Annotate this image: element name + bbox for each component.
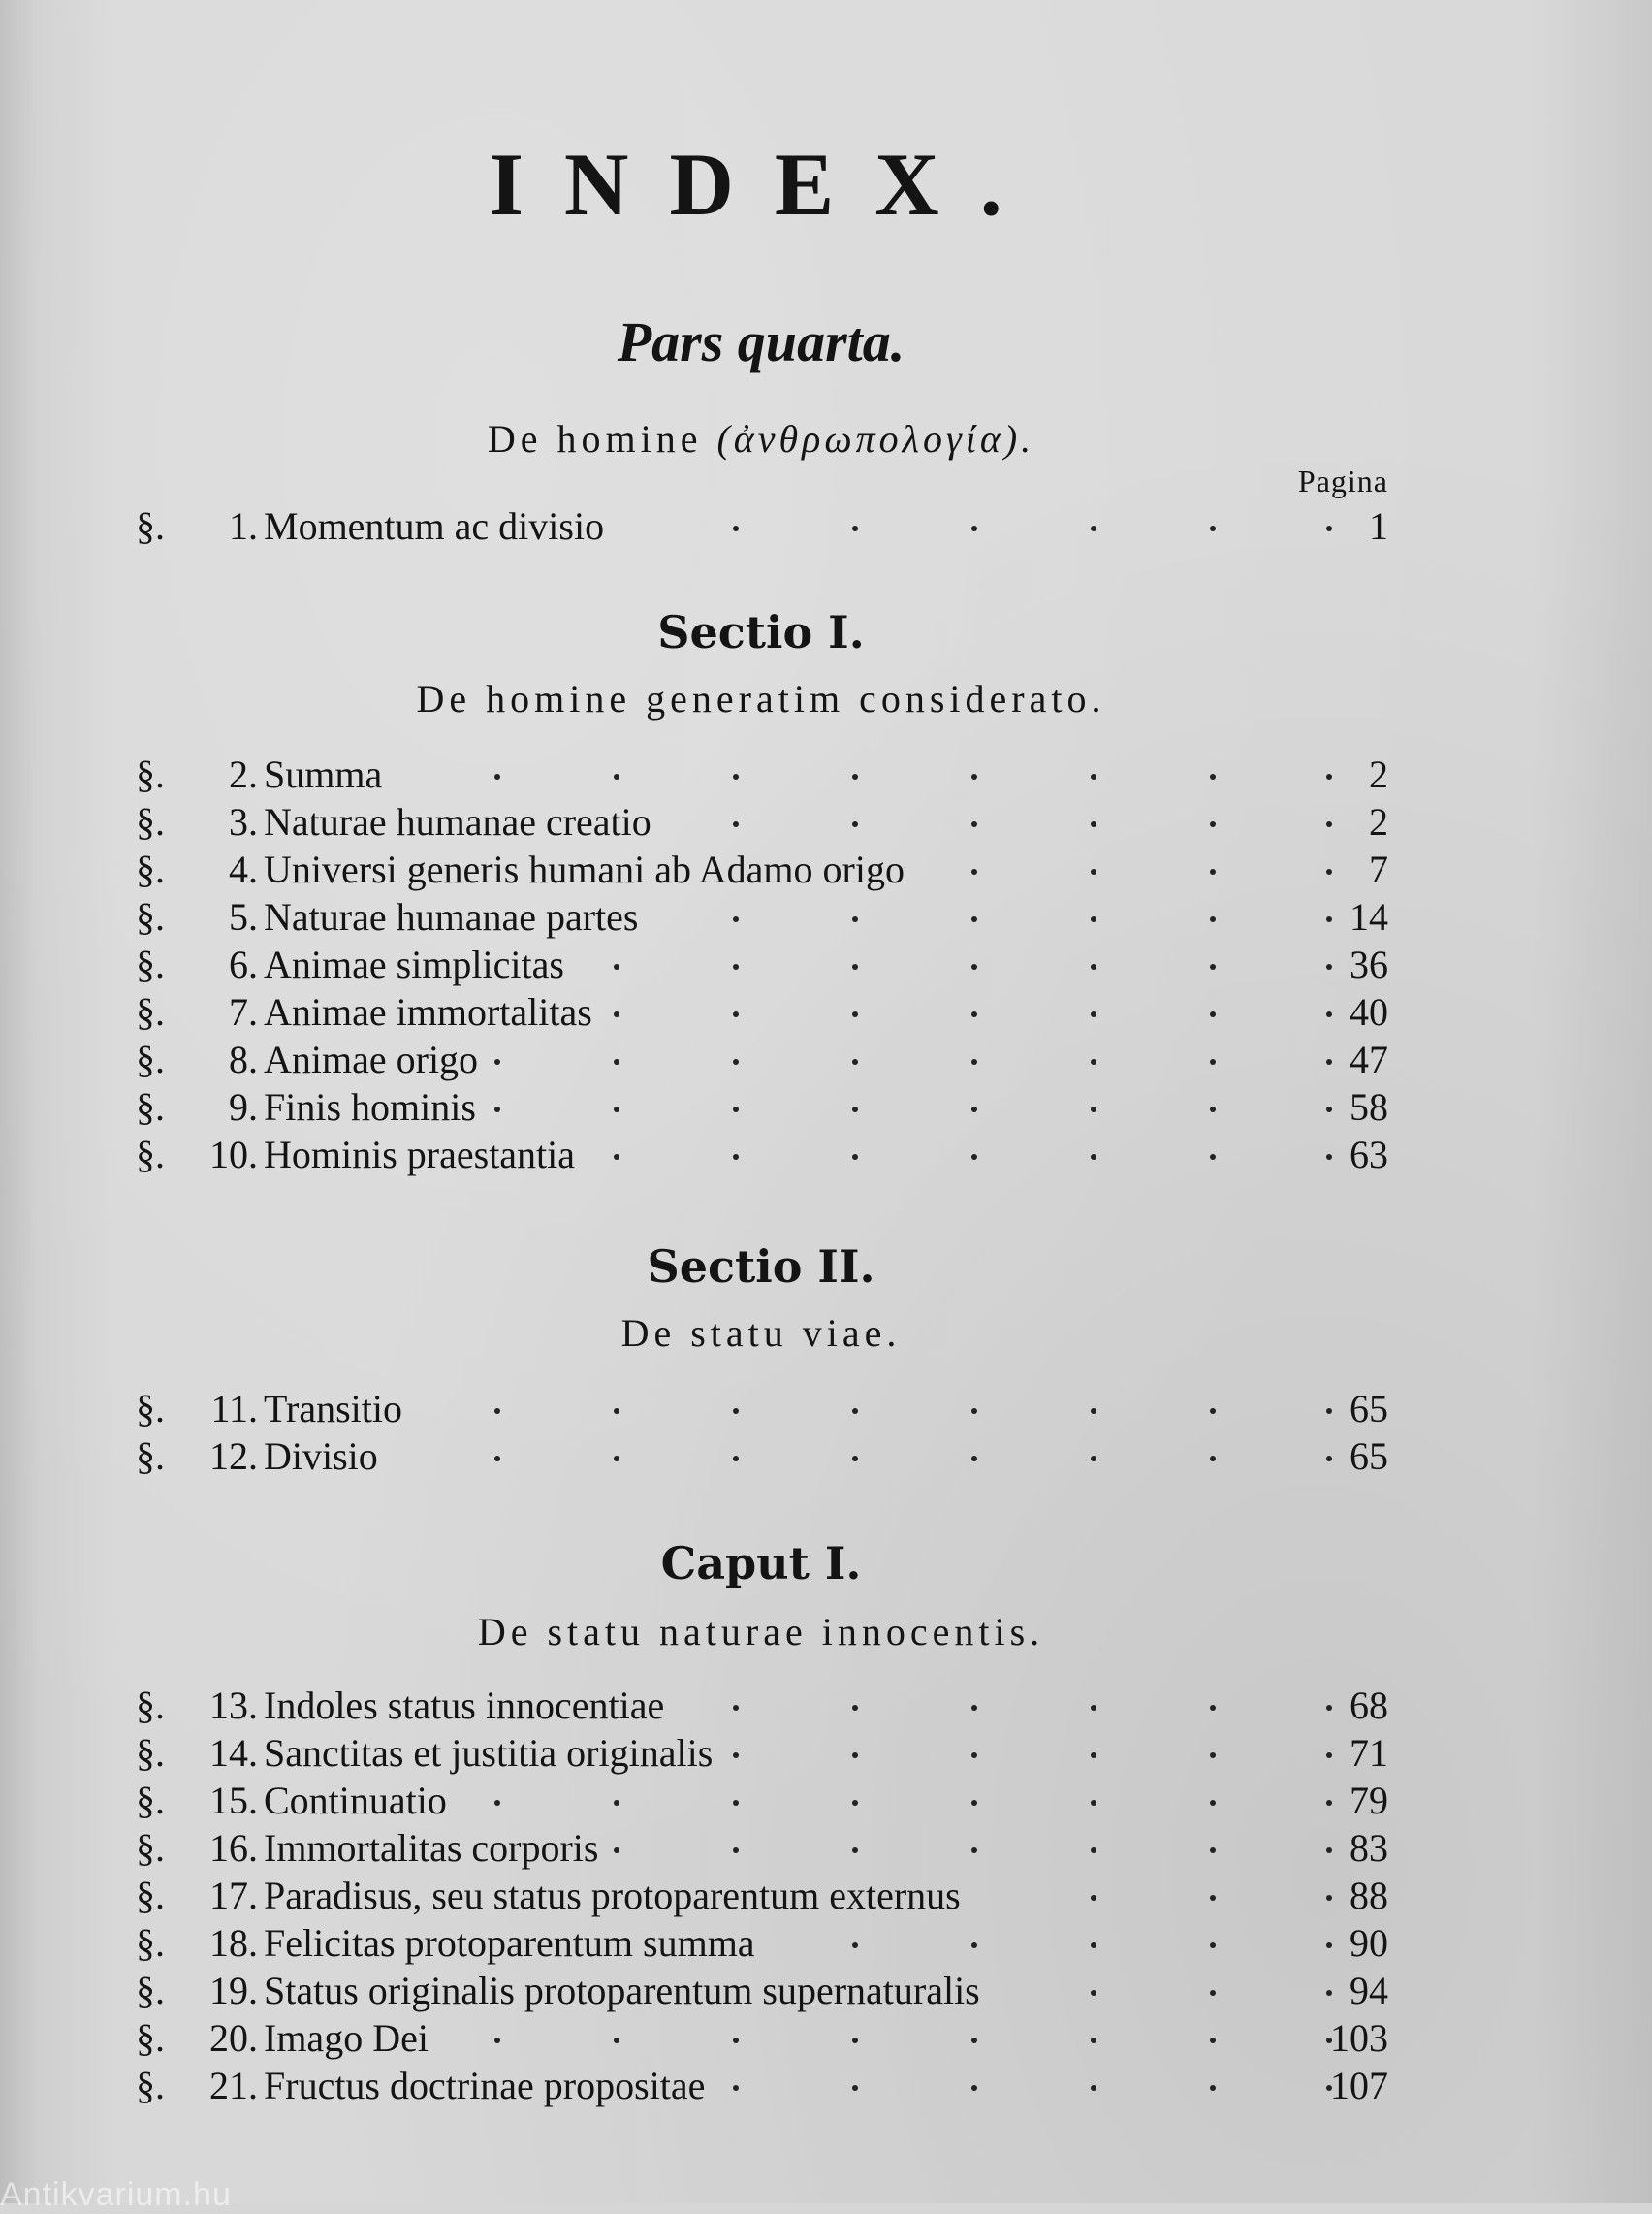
section-symbol: §. [136,800,165,844]
leader-dot [733,774,739,780]
leader-dot [1210,526,1216,531]
entry-page-number: 7 [1369,848,1388,891]
entry-title: Naturae humanae creatio [264,800,651,844]
entry-page-number: 1 [1369,504,1388,548]
entry-number: 19. [209,1969,258,2012]
entry-title: Fructus doctrinae propositae [264,2064,706,2107]
leader-dot [971,1408,977,1414]
section-symbol: §. [136,1684,165,1727]
leader-dot [1210,2038,1216,2043]
entry-number: 4. [229,848,258,891]
leader-dot [1210,2085,1216,2091]
leader-dot [971,1011,977,1017]
index-entry [136,1729,1396,1778]
section-symbol: §. [136,1434,165,1478]
section-symbol: §. [136,504,165,548]
entry-page-number: 40 [1350,990,1388,1034]
leader-dot [1210,1990,1216,1996]
entry-page-number: 2 [1369,800,1388,844]
leader-dot [852,1011,858,1017]
section-symbol: §. [136,1133,165,1176]
entry-number: 15. [209,1779,258,1822]
leader-dot [852,1800,858,1806]
index-entry [136,2014,1396,2063]
entry-page-number: 90 [1350,1921,1388,1965]
leader-dot [971,1107,977,1112]
leader-dot [1210,1456,1216,1461]
leader-dot [614,2038,620,2043]
index-title: INDEX. [489,135,1043,234]
leader-dot [852,821,858,827]
leader-dot [733,2038,739,2043]
sectio-2-subtitle: De statu viae. [620,1311,902,1355]
entry-title: Sanctitas et justitia originalis [264,1731,714,1775]
entry-title: Naturae humanae partes [264,895,639,939]
leader-dot [1091,1456,1096,1461]
section-symbol: §. [136,753,165,796]
leader-dot [971,2038,977,2043]
index-entry [136,1036,1396,1084]
index-entry [136,1919,1396,1968]
entry-number: 9. [229,1085,258,1129]
leader-dot [971,2085,977,2091]
leader-dot [614,1011,620,1017]
leader-dot [971,774,977,780]
leader-dot [733,1154,739,1160]
entry-page-number: 103 [1330,2016,1388,2060]
index-entry [136,988,1396,1037]
leader-dot [1210,1107,1216,1112]
leader-dot [733,1011,739,1017]
leader-dot [852,1059,858,1065]
part-subtitle-greek: (ἀνθρωπολογία). [716,417,1035,461]
index-entry [136,1385,1396,1433]
leader-dot [852,774,858,780]
leader-dot [733,1800,739,1806]
leader-dot [1091,1408,1096,1414]
leader-dot [1210,1752,1216,1758]
section-symbol: §. [136,1826,165,1870]
entry-title: Felicitas protoparentum summa [264,1921,755,1965]
part-heading: Pars quarta. [617,310,905,373]
entry-page-number: 65 [1350,1434,1388,1478]
entry-title: Animae immortalitas [264,990,592,1034]
leader-dot [852,1456,858,1461]
leader-dot [971,1752,977,1758]
entry-page-number: 14 [1350,895,1388,939]
leader-dot [971,1800,977,1806]
entry-page-number: 107 [1330,2064,1388,2107]
leader-dot [733,916,739,922]
leader-dot [971,1456,977,1461]
entry-title: Indoles status innocentiae [264,1684,665,1727]
entry-title: Animae simplicitas [264,943,564,986]
entry-number: 20. [209,2016,258,2060]
section-symbol: §. [136,1085,165,1129]
leader-dot [971,869,977,875]
index-entry [136,1131,1396,1179]
leader-dot [1210,1942,1216,1948]
leader-dot [1091,1847,1096,1853]
leader-dot [1210,1847,1216,1853]
leader-dot [971,1154,977,1160]
leader-dot [971,916,977,922]
entry-title: Paradisus, seu status protoparentum externus [264,1874,961,1917]
leader-dot [852,1752,858,1758]
leader-dot [494,1107,500,1112]
leader-dot [1210,1705,1216,1711]
section-symbol: §. [136,2064,165,2107]
entry-title: Status originalis protoparentum supernaturalis [264,1969,980,2012]
leader-dot [614,774,620,780]
entry-title: Continuatio [264,1779,447,1822]
leader-dot [852,1154,858,1160]
entry-number: 12. [209,1434,258,1478]
leader-dot [1210,821,1216,827]
leader-dot [614,1059,620,1065]
leader-dot [971,821,977,827]
leader-dot [733,1847,739,1853]
entry-title: Transitio [264,1387,403,1430]
index-entry [136,1777,1396,1825]
entry-title: Universi generis humani ab Adamo origo [264,848,905,891]
entry-number: 10. [209,1133,258,1176]
entry-number: 7. [229,990,258,1034]
leader-dot [1210,1895,1216,1901]
leader-dot [1210,1059,1216,1065]
leader-dot [852,916,858,922]
leader-dot [1091,1011,1096,1017]
index-entry [136,941,1396,989]
index-entry [136,502,1396,551]
index-entry [136,1432,1396,1481]
leader-dot [614,1154,620,1160]
leader-dot [1210,1408,1216,1414]
entry-page-number: 58 [1350,1085,1388,1129]
leader-dot [1091,1942,1096,1948]
entry-page-number: 65 [1350,1387,1388,1430]
leader-dot [1091,869,1096,875]
leader-dot [852,1408,858,1414]
leader-dot [852,1107,858,1112]
leader-dot [1091,1107,1096,1112]
leader-dot [852,964,858,970]
leader-dot [852,2085,858,2091]
section-symbol: §. [136,848,165,891]
entry-title: Hominis praestantia [264,1133,576,1176]
leader-dot [614,1800,620,1806]
entry-title: Momentum ac divisio [264,504,605,548]
index-entry [136,1872,1396,1920]
leader-dot [971,1942,977,1948]
leader-dot [1091,1154,1096,1160]
entry-title: Summa [264,753,383,796]
sectio-1-subtitle: De homine generatim considerato. [416,677,1106,721]
index-entry [136,1083,1396,1132]
leader-dot [1091,1752,1096,1758]
leader-dot [1091,1059,1096,1065]
leader-dot [733,1059,739,1065]
sectio-2-heading: Sectio II. [647,1240,875,1293]
section-symbol: §. [136,1387,165,1430]
leader-dot [1091,821,1096,827]
entry-number: 3. [229,800,258,844]
entry-title: Animae origo [264,1038,479,1081]
entry-page-number: 71 [1350,1731,1388,1775]
entry-title: Finis hominis [264,1085,476,1129]
caput-1-subtitle: De statu naturae innocentis. [477,1610,1045,1653]
part-subtitle-text: De homine [487,417,703,461]
index-entry [136,751,1396,799]
entry-number: 11. [210,1387,258,1430]
leader-dot [614,1456,620,1461]
entry-page-number: 2 [1369,753,1388,796]
entry-number: 17. [209,1874,258,1917]
section-symbol: §. [136,1969,165,2012]
entry-number: 14. [209,1731,258,1775]
leader-dot [1091,1990,1096,1996]
leader-dot [1091,1895,1096,1901]
entry-number: 6. [229,943,258,986]
leader-dot [1210,916,1216,922]
index-entry [136,893,1396,942]
entry-number: 5. [229,895,258,939]
leader-dot [1210,1011,1216,1017]
entry-number: 8. [229,1038,258,1081]
leader-dot [494,1800,500,1806]
leader-dot [733,1752,739,1758]
entry-number: 16. [209,1826,258,1870]
leader-dot [1210,1800,1216,1806]
leader-dot [1091,2085,1096,2091]
part-subtitle [0,415,1522,464]
entry-page-number: 94 [1350,1969,1388,2012]
leader-dot [971,526,977,531]
watermark-text: Antikvarium.hu [0,2176,232,2213]
leader-dot [733,1705,739,1711]
leader-dot [1091,1800,1096,1806]
leader-dot [1091,964,1096,970]
leader-dot [1091,916,1096,922]
leader-dot [733,1456,739,1461]
index-entry [136,1824,1396,1873]
entry-page-number: 36 [1350,943,1388,986]
leader-dot [614,964,620,970]
entry-title: Immortalitas corporis [264,1826,599,1870]
index-entry [136,846,1396,894]
entry-number: 2. [229,753,258,796]
entry-number: 13. [209,1684,258,1727]
leader-dot [1091,774,1096,780]
leader-dot [1210,869,1216,875]
leader-dot [1091,526,1096,531]
leader-dot [1210,964,1216,970]
entry-page-number: 47 [1350,1038,1388,1081]
leader-dot [614,1408,620,1414]
index-entry [136,1682,1396,1730]
sectio-1-heading: Sectio I. [657,606,865,658]
leader-dot [733,964,739,970]
leader-dot [733,2085,739,2091]
section-symbol: §. [136,1731,165,1775]
leader-dot [852,526,858,531]
leader-dot [1210,1154,1216,1160]
leader-dot [971,1847,977,1853]
entry-page-number: 79 [1350,1779,1388,1822]
leader-dot [971,1705,977,1711]
leader-dot [494,1059,500,1065]
leader-dot [852,1847,858,1853]
entry-page-number: 83 [1350,1826,1388,1870]
leader-dot [1091,2038,1096,2043]
caput-1-heading: Caput I. [660,1537,862,1589]
section-symbol: §. [136,2016,165,2060]
section-symbol: §. [136,1874,165,1917]
section-symbol: §. [136,943,165,986]
section-symbol: §. [136,1779,165,1822]
section-symbol: §. [136,1921,165,1965]
leader-dot [733,821,739,827]
index-entry [136,2062,1396,2110]
entry-number: 21. [209,2064,258,2107]
entry-title: Imago Dei [264,2016,429,2060]
entry-title: Divisio [264,1434,378,1478]
index-entry [136,1967,1396,2015]
leader-dot [494,2038,500,2043]
entry-page-number: 88 [1350,1874,1388,1917]
leader-dot [494,774,500,780]
entry-number: 1. [229,504,258,548]
leader-dot [971,1059,977,1065]
index-entry [136,798,1396,847]
leader-dot [614,1847,620,1853]
section-symbol: §. [136,1038,165,1081]
entry-page-number: 63 [1350,1133,1388,1176]
leader-dot [494,1408,500,1414]
leader-dot [1210,774,1216,780]
leader-dot [733,526,739,531]
leader-dot [852,1942,858,1948]
leader-dot [614,1107,620,1112]
leader-dot [971,964,977,970]
section-symbol: §. [136,990,165,1034]
entry-page-number: 68 [1350,1684,1388,1727]
entry-number: 18. [209,1921,258,1965]
section-symbol: §. [136,895,165,939]
leader-dot [733,1408,739,1414]
leader-dot [494,1456,500,1461]
leader-dot [852,2038,858,2043]
leader-dot [852,1705,858,1711]
leader-dot [1091,1705,1096,1711]
pagina-column-label: Pagina [1297,464,1388,498]
leader-dot [733,1107,739,1112]
